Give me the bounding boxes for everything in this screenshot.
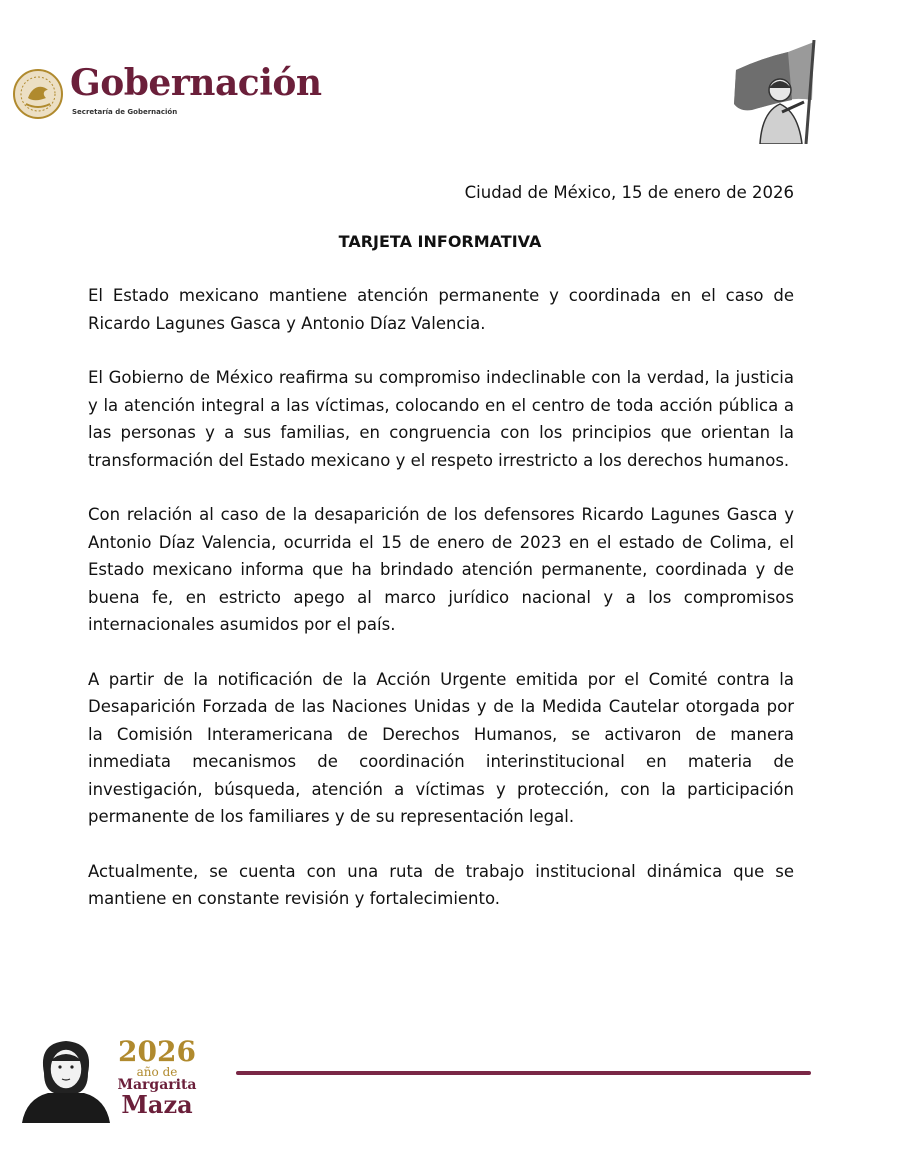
year-badge [112,1035,202,1119]
footer-divider [236,1071,811,1075]
year-number: 2026 [118,1035,196,1068]
woman-with-flag-icon [722,40,822,144]
document-body [88,282,794,940]
margarita-maza-portrait-icon [18,1033,114,1123]
paragraph: Con relación al caso de la desaparición de los defensores Ricardo Lagunes Gasca y Antonio Díaz Valencia, ocurrida el 15 de enero de 2023 en el estado de Colima, el Estado mexicano informa que ha brindado atención permanente, coordinada y de buena fe, en estricto apego al marco jurídico nacional y a los compromisos internacionales asumidos por el país. [88,505,794,634]
letterhead [0,0,900,160]
mexico-coat-of-arms-icon [12,68,64,120]
brand-name: Gobernación [70,62,322,104]
date-line: Ciudad de México, 15 de enero de 2026 [464,183,794,202]
honoree-last-name: Maza [121,1090,193,1119]
paragraph: Actualmente, se cuenta con una ruta de trabajo institucional dinámica que se mantiene en constante revisión y fortalecimiento. [88,861,794,908]
footer [0,1025,900,1175]
honoree-first-name: Margarita [117,1077,197,1093]
paragraph: A partir de la notificación de la Acción Urgente emitida por el Comité contra la Desaparición Forzada de las Naciones Unidas y de la Medida Cautelar otorgada por la Comisión Interamericana de Derechos Humanos, se activaron de manera inmediata mecanismos de coordinación interinstitucional en materia de investigación, búsqueda, atención a víctimas y protección, con la participación permanente de los familiares y de su representación legal. [88,669,794,826]
paragraph: El Gobierno de México reafirma su compromiso indeclinable con la verdad, la justicia y la atención integral a las víctimas, colocando en el centro de toda acción pública a las personas y a sus familias, en congruencia con los principios que orientan la transformación del Estado mexicano y el respeto irrestricto a los derechos humanos. [88,368,794,470]
paragraph: El Estado mexicano mantiene atención permanente y coordinada en el caso de Ricardo Lagunes Gasca y Antonio Díaz Valencia. [88,286,794,333]
year-of-label: año de [136,1065,178,1079]
brand-subtitle: Secretaría de Gobernación [72,108,178,116]
document-title: TARJETA INFORMATIVA [338,232,542,251]
